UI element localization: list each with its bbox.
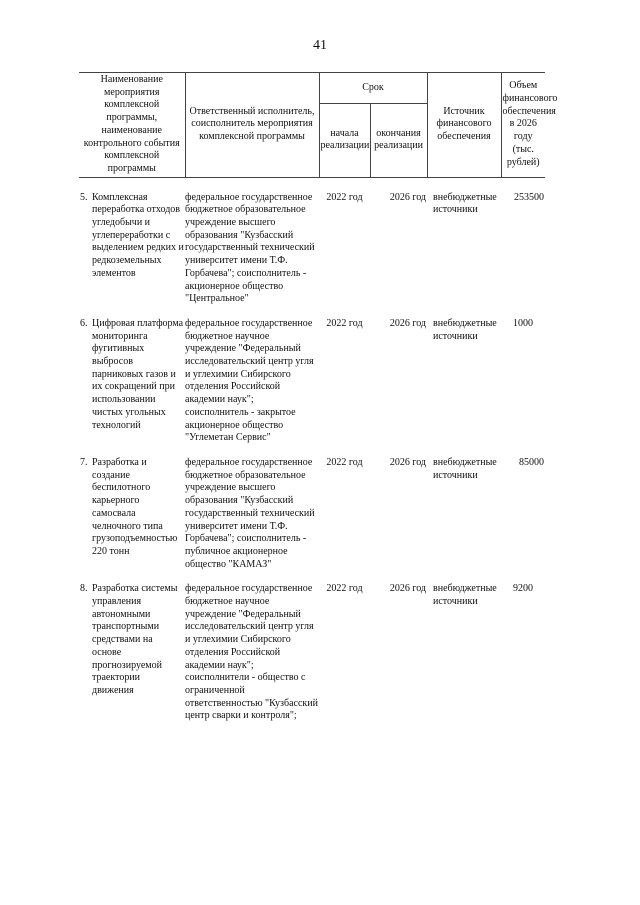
- table-body: [79, 177, 545, 735]
- header-name: Наименование мероприятия комплексной программы, наименование контрольного события комплексной программы: [79, 73, 185, 178]
- header-start: начала реализации: [319, 104, 370, 177]
- header-executor: Ответственный исполнитель, соисполнитель мероприятия комплексной программы: [185, 73, 319, 178]
- row-number: 5.: [80, 191, 88, 203]
- amount-cell: 1000: [513, 317, 533, 329]
- end-cell: 2026 год: [389, 317, 426, 329]
- table-row: [79, 318, 545, 457]
- page-number: 41: [313, 38, 327, 53]
- end-cell: 2026 год: [389, 191, 426, 203]
- measure-name: Комплексная переработка отходов угледобычи и углепереработки с выделением редких и редкоземельных элементов: [92, 191, 184, 279]
- start-cell: 2022 год: [326, 317, 363, 329]
- row-number: 8.: [80, 583, 88, 595]
- header-end: окончания реализации: [370, 104, 427, 177]
- program-table: [79, 72, 558, 735]
- source-cell: внебюджетные источники: [433, 317, 497, 342]
- measure-name: Разработка и создание беспилотного карьерного самосвала челночного типа грузоподъемностью 220 тонн: [92, 456, 178, 557]
- measure-name: Цифровая платформа мониторинга фугитивных выбросов парниковых газов и их сокращений при использовании чистых угольных технологий: [92, 317, 184, 431]
- amount-cell: 253500: [514, 191, 544, 203]
- header-source: Источник финансового обеспечения: [427, 73, 501, 178]
- executor-cell: федеральное государственное бюджетное научное учреждение "Федеральный исследовательский центр угля и углехимии Сибирского отделения Российской академии наук"; соисполнитель - закрытое акционерное общество "Углеметан Сервис": [185, 317, 314, 444]
- source-cell: внебюджетные источники: [433, 456, 497, 481]
- table-row: [79, 177, 545, 318]
- end-cell: 2026 год: [389, 583, 426, 595]
- header-amount: Объем финансового обеспечения в 2026 году (тыс. рублей): [501, 73, 545, 178]
- measure-name: Разработка системы управления автономными транспортными средствами на основе прогнозируемой траектории движения: [92, 583, 178, 696]
- row-number: 7.: [80, 456, 88, 468]
- source-cell: внебюджетные источники: [433, 191, 497, 216]
- row-number: 6.: [80, 317, 88, 329]
- end-cell: 2026 год: [389, 456, 426, 468]
- start-cell: 2022 год: [326, 583, 363, 595]
- start-cell: 2022 год: [326, 191, 363, 203]
- executor-cell: федеральное государственное бюджетное образовательное учреждение высшего образования "Кузбасский государственный технический университет имени Т.Ф. Горбачева"; соисполнитель - акционерное общество "Центральное": [185, 191, 315, 305]
- table-row: [79, 457, 545, 583]
- amount-cell: 9200: [513, 583, 533, 595]
- table-row: [79, 583, 545, 735]
- executor-cell: федеральное государственное бюджетное научное учреждение "Федеральный исследовательский центр угля и углехимии Сибирского отделения Российской академии наук"; соисполнители - общество с ограниченной ответственностью "Кузбасский центр сварки и контроля";: [185, 583, 318, 722]
- amount-cell: 85000: [519, 456, 544, 468]
- table-header: [79, 73, 558, 178]
- start-cell: 2022 год: [326, 456, 363, 468]
- executor-cell: федеральное государственное бюджетное образовательное учреждение высшего образования "Кузбасский государственный технический университет имени Т.Ф. Горбачева"; соисполнитель - публичное акционерное общество "КАМАЗ": [185, 456, 315, 570]
- header-term: Срок: [319, 73, 427, 104]
- source-cell: внебюджетные источники: [433, 583, 497, 608]
